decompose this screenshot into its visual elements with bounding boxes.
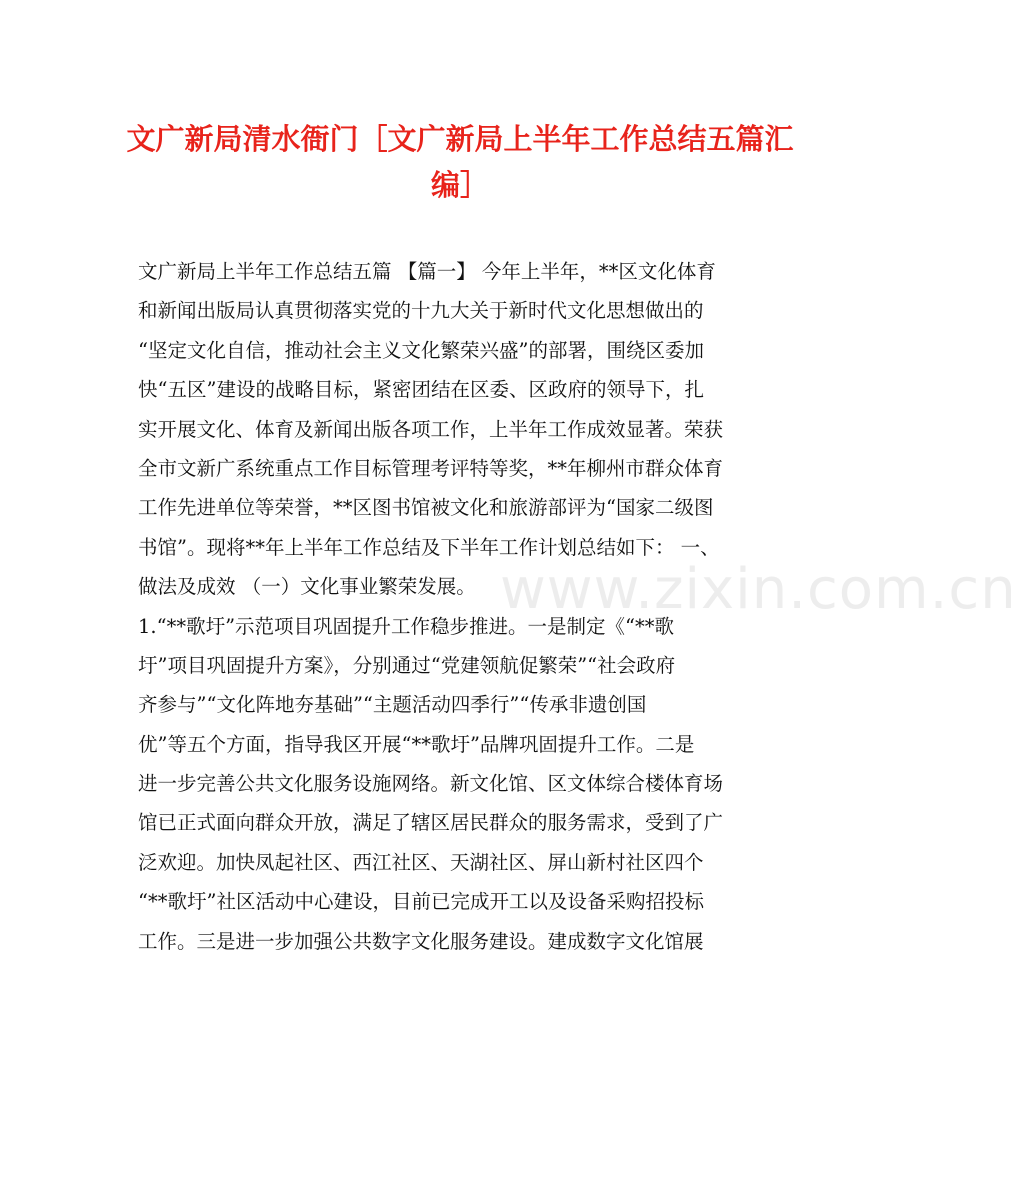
body-line: 文广新局上半年工作总结五篇 【篇一】 今年上半年，**区文化体育	[138, 260, 716, 283]
body-line: 全市文新广系统重点工作目标管理考评特等奖，**年柳州市群众体育	[138, 456, 724, 480]
body-line: 和新闻出版局认真贯彻落实党的十九大关于新时代文化思想做出的	[138, 299, 704, 323]
body-line: 圩”项目巩固提升方案》，分别通过“党建领航促繁荣”“社会政府	[138, 653, 676, 677]
body-line: 泛欢迎。加快凤起社区、西江社区、天湖社区、屏山新村社区四个	[138, 850, 704, 874]
body-line: 实开展文化、体育及新闻出版各项工作，上半年工作成效显著。荣获	[138, 417, 724, 441]
watermark: www.zixin.com.cn	[500, 557, 1017, 622]
body-line: 书馆”。现将**年上半年工作总结及下半年工作计划总结如下： 一、	[138, 535, 720, 559]
document-body	[138, 252, 1017, 961]
body-line: 齐参与”“文化阵地夯基础”“主题活动四季行”“传承非遗创国	[138, 693, 647, 717]
body-line: 1.“**歌圩”示范项目巩固提升工作稳步推进。一是制定《“**歌	[138, 614, 675, 638]
body-line: 进一步完善公共文化服务设施网络。新文化馆、区文体综合楼体育场	[138, 772, 724, 796]
body-line: 优”等五个方面，指导我区开展“**歌圩”品牌巩固提升工作。二是	[138, 732, 695, 756]
body-line: 做法及成效 （一）文化事业繁荣发展。	[138, 575, 476, 599]
document-title: 文广新局清水衙门［文广新局上半年工作总结五篇汇编］	[126, 122, 794, 202]
body-line: “**歌圩”社区活动中心建设，目前已完成开工以及设备采购招投标	[138, 890, 704, 914]
body-line: 馆已正式面向群众开放，满足了辖区居民群众的服务需求，受到了广	[138, 811, 724, 835]
body-line: 工作先进单位等荣誉，**区图书馆被文化和旅游部评为“国家二级图	[138, 496, 714, 520]
body-line: 快“五区”建设的战略目标，紧密团结在区委、区政府的领导下，扎	[138, 378, 704, 402]
body-line: 工作。三是进一步加强公共数字文化服务建设。建成数字文化馆展	[138, 929, 704, 953]
body-line: “坚定文化自信，推动社会主义文化繁荣兴盛”的部署，围绕区委加	[138, 338, 704, 362]
